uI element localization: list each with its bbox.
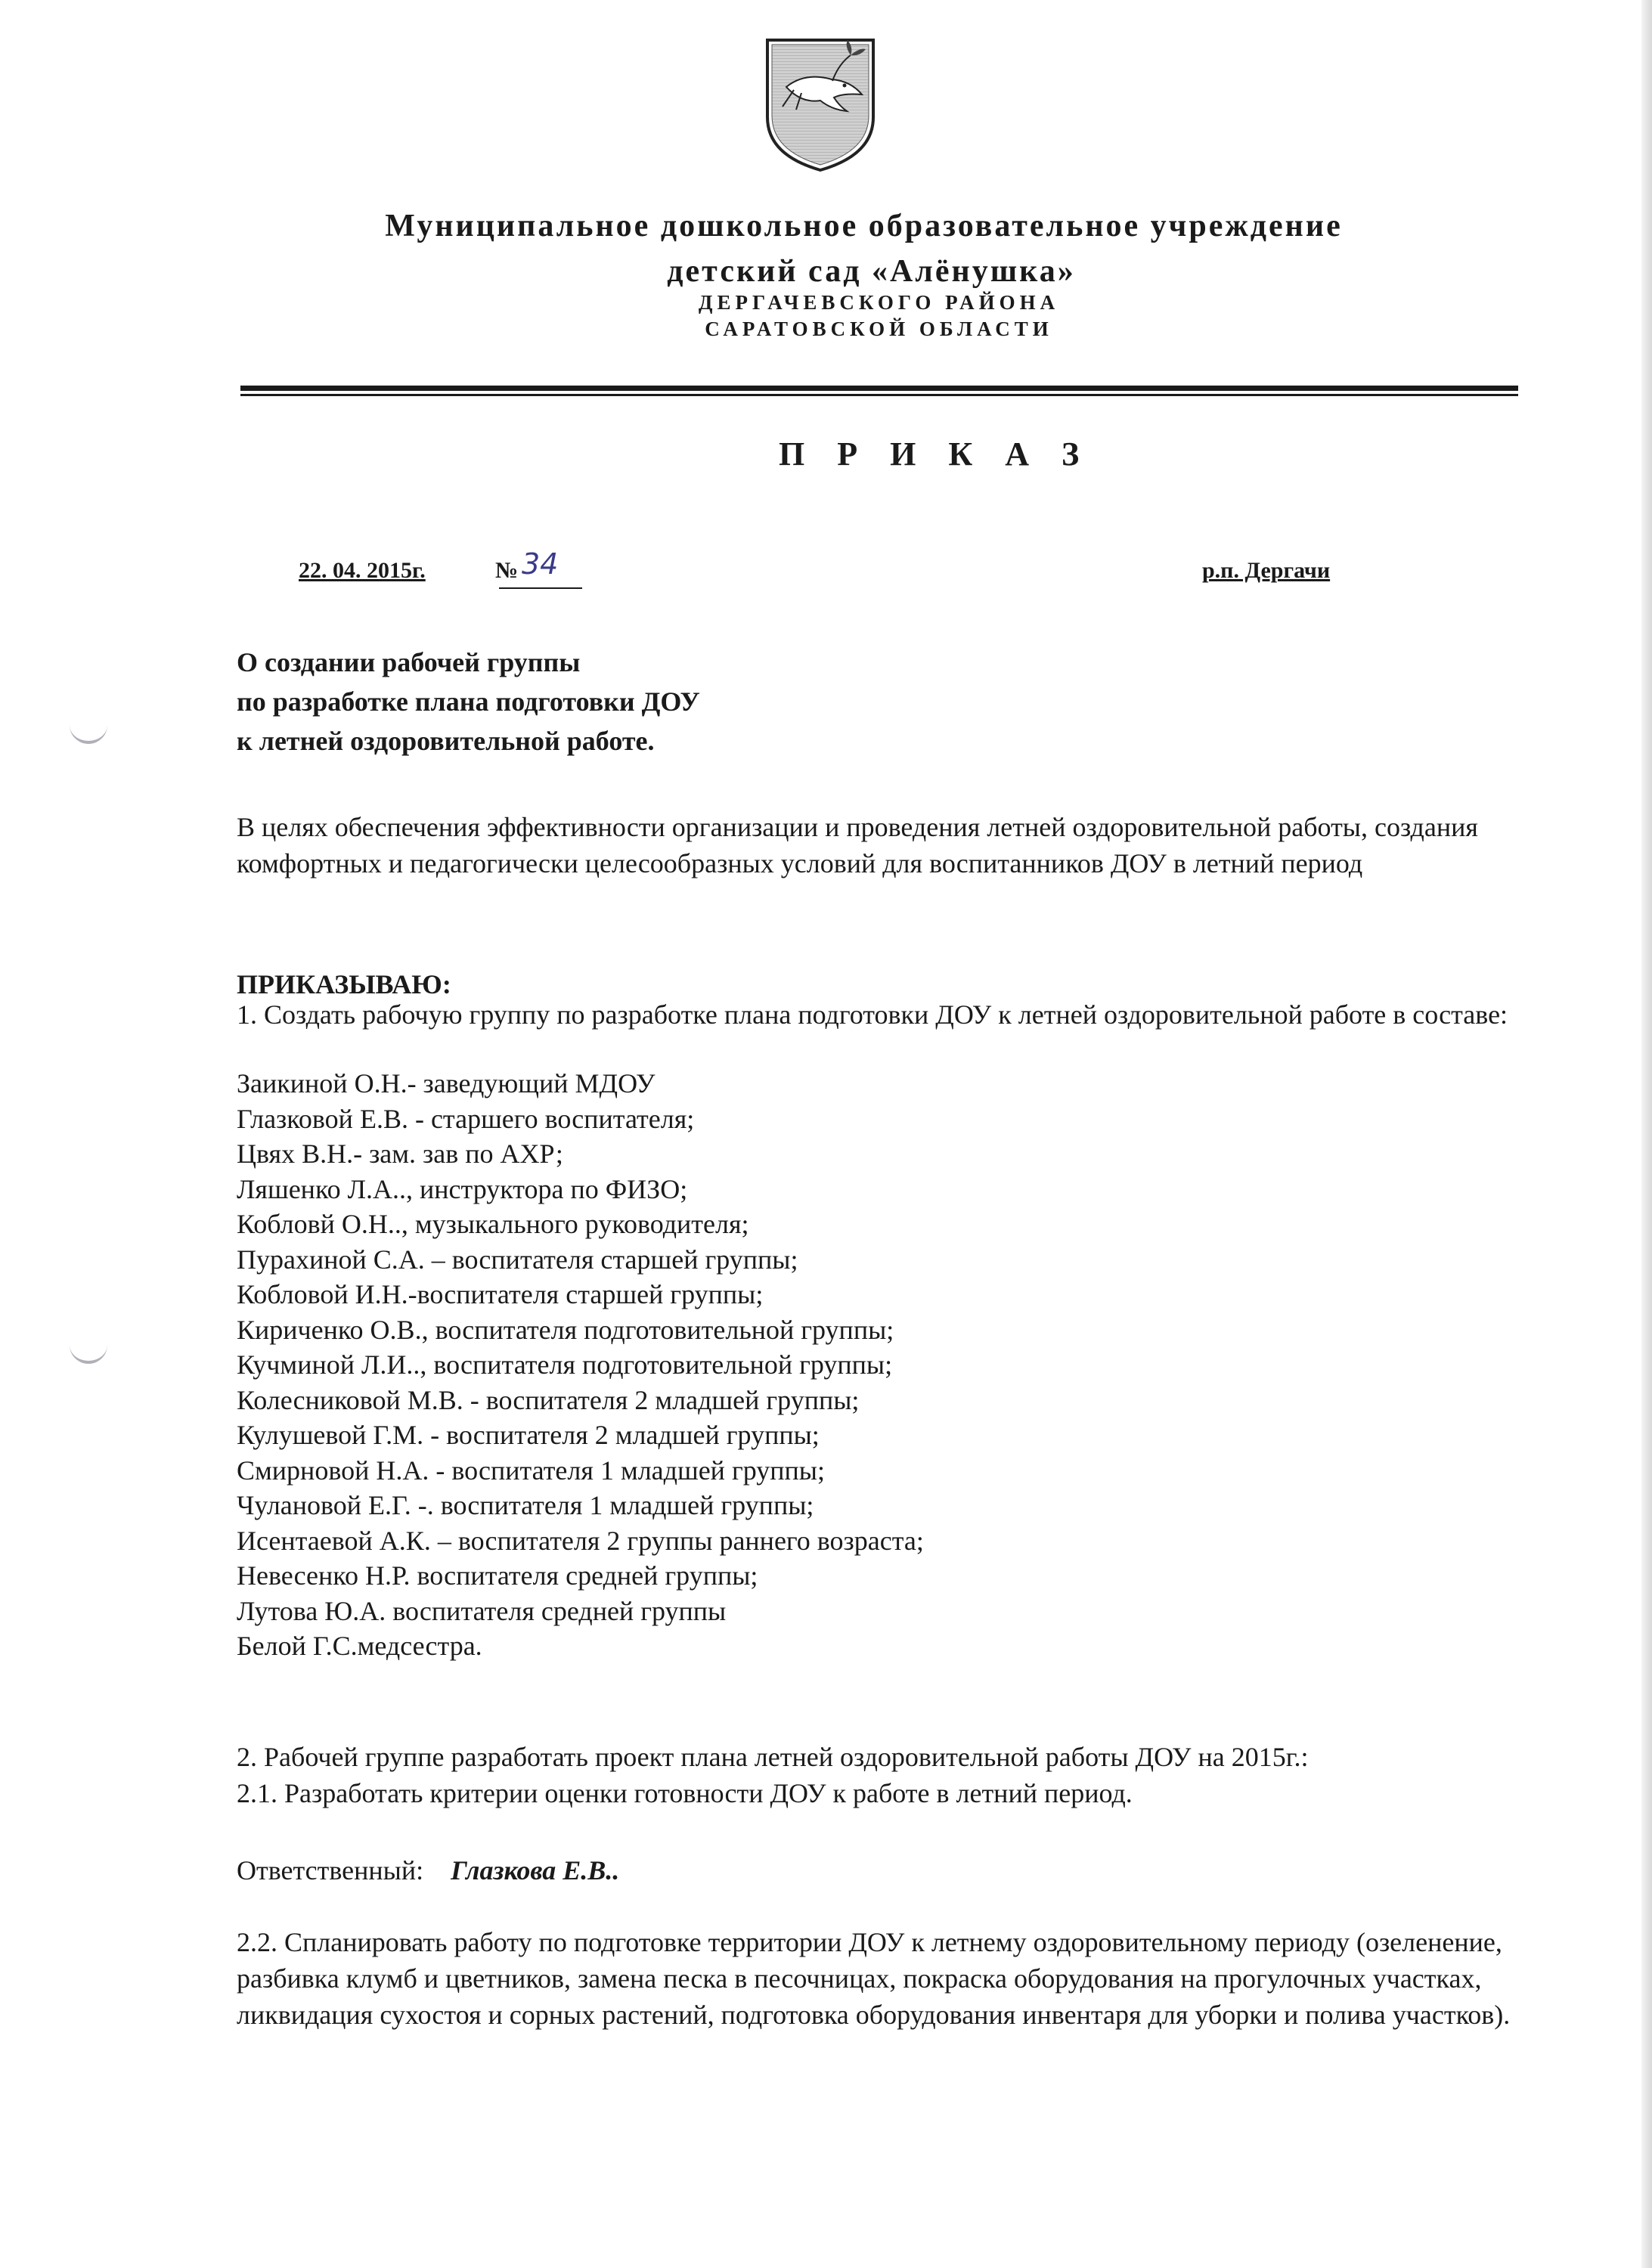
org-district: ДЕРГАЧЕВСКОГО РАЙОНА xyxy=(698,291,1060,314)
member-item: Глазковой Е.В. - старшего воспитателя; xyxy=(237,1103,695,1134)
responsible-person: Глазкова Е.В.. xyxy=(451,1855,620,1885)
member-item: Ляшенко Л.А.., инструктора по ФИЗО; xyxy=(237,1173,688,1204)
member-item: Пурахиной С.А. – воспитателя старшей группы; xyxy=(237,1244,798,1275)
item-2: 2. Рабочей группе разработать проект плана летней оздоровительной работы ДОУ на 2015г.: xyxy=(237,1742,1309,1772)
responsible-line xyxy=(237,1852,1522,1888)
subject-line: к летней оздоровительной работе. xyxy=(237,726,655,756)
member-item: Лутова Ю.А. воспитателя средней группы xyxy=(237,1595,727,1626)
member-item: Кучминой Л.И.., воспитателя подготовительной группы; xyxy=(237,1349,893,1380)
order-date: 22. 04. 2015г. xyxy=(299,558,426,583)
item-2-1: 2.1. Разработать критерии оценки готовности ДОУ к работе в летний период. xyxy=(237,1778,1133,1808)
item-2-2: 2.2. Спланировать работу по подготовке территории ДОУ к летнему оздоровительному периоду (озеленение, разбивка клумб и цветников, замена песка в песочницах, покраска оборудования на прогулочных участках, ликвидация сухостоя и сорных растений, подготовка оборудования инвентаря для уборки и полива участков). xyxy=(237,1927,1511,2030)
scan-edge-shadow xyxy=(1641,0,1652,2268)
intro-paragraph: В целях обеспечения эффективности организации и проведения летней оздоровительной работы, создания комфортных и педагогически целесообразных условий для воспитанников ДОУ в летний период xyxy=(237,812,1478,878)
punch-hole-mark xyxy=(70,1338,107,1364)
order-title: П Р И К А З xyxy=(779,435,1092,472)
order-number-label: № xyxy=(495,558,519,583)
responsible-label: Ответственный: xyxy=(237,1855,424,1885)
member-item: Кириченко О.В., воспитателя подготовительной группы; xyxy=(237,1314,894,1345)
org-name-line1: Муниципальное дошкольное образовательное учреждение xyxy=(385,209,1343,243)
member-item: Кобловой И.Н.-воспитателя старшей группы; xyxy=(237,1279,764,1309)
order-place: р.п. Дергачи xyxy=(1202,558,1331,583)
subject-line: О создании рабочей группы xyxy=(237,647,581,677)
order-subject xyxy=(237,643,700,761)
member-item: Смирновой Н.А. - воспитателя 1 младшей группы; xyxy=(237,1455,825,1486)
member-item: Исентаевой А.К. – воспитателя 2 группы раннего возраста; xyxy=(237,1525,924,1556)
member-item: Невесенко Н.Р. воспитателя средней группы; xyxy=(237,1560,758,1591)
order-number-handwritten: 34 xyxy=(522,547,559,581)
header-divider-thick xyxy=(240,386,1518,391)
header-divider-thin xyxy=(240,394,1518,396)
order-number-underline xyxy=(499,587,582,589)
subject-line: по разработке плана подготовки ДОУ xyxy=(237,686,700,717)
member-item: Кулушевой Г.М. - воспитателя 2 младшей группы; xyxy=(237,1420,820,1450)
member-item: Колесниковой М.В. - воспитателя 2 младшей группы; xyxy=(237,1384,860,1415)
member-item: Заикиной О.Н.- заведующий МДОУ xyxy=(237,1068,656,1098)
member-item: Цвях В.Н.- зам. зав по АХР; xyxy=(237,1139,563,1169)
member-item: Кобловй О.Н.., музыкального руководителя; xyxy=(237,1209,749,1239)
org-name-line2: детский сад «Алёнушка» xyxy=(667,254,1076,289)
org-region: САРАТОВСКОЙ ОБЛАСТИ xyxy=(705,318,1053,340)
punch-hole-mark xyxy=(70,718,107,744)
item-1: 1. Создать рабочую группу по разработке плана подготовки ДОУ к летней оздоровительной работе в составе: xyxy=(237,999,1508,1030)
member-item: Белой Г.С.медсестра. xyxy=(237,1631,482,1661)
order-word: ПРИКАЗЫВАЮ: xyxy=(237,969,451,999)
coat-of-arms-emblem xyxy=(760,34,881,174)
members-list xyxy=(237,1066,924,1664)
member-item: Чулановой Е.Г. -. воспитателя 1 младшей группы; xyxy=(237,1490,814,1520)
